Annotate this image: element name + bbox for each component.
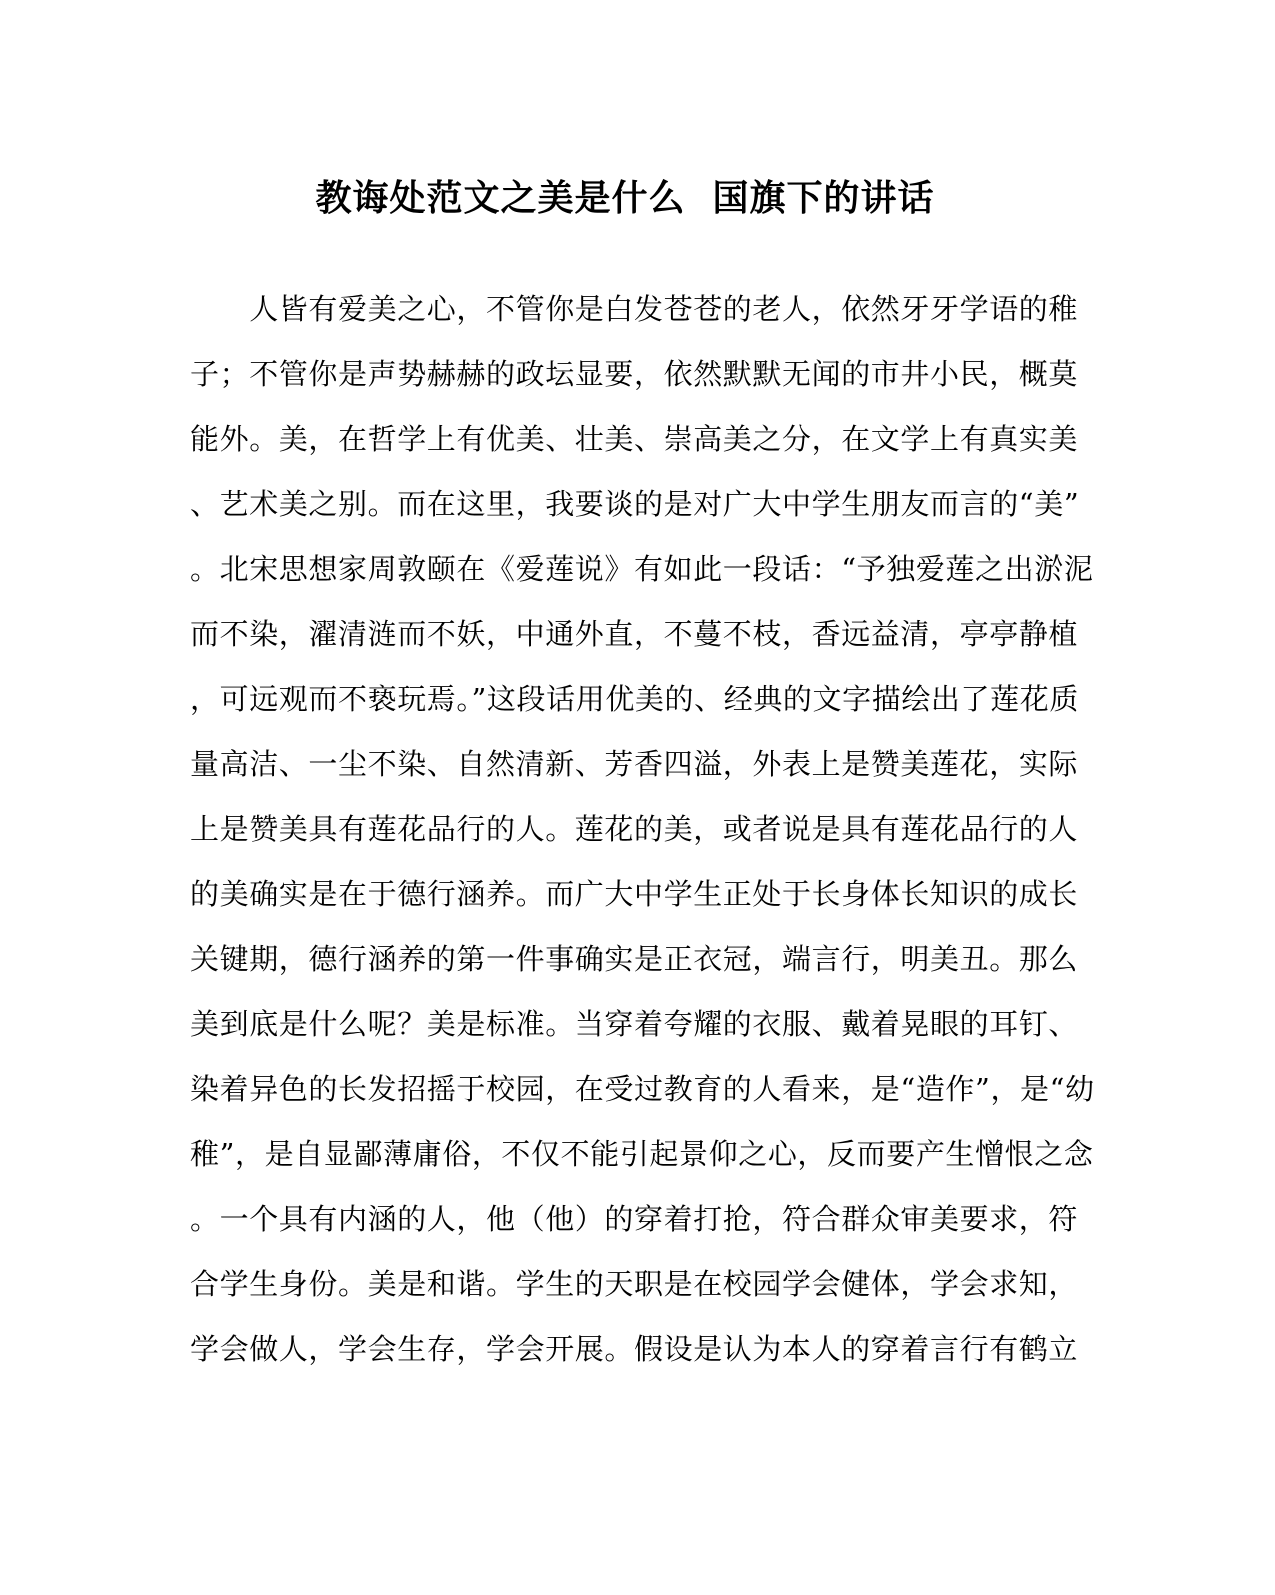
body-line: 。北宋思想家周敦颐在《爱莲说》有如此一段话：“予独爱莲之出淤泥	[190, 552, 1094, 586]
body-line: 量高洁、一尘不染、自然清新、芳香四溢，外表上是赞美莲花，实际	[190, 747, 1079, 781]
body-line: 学会做人，学会生存，学会开展。假设是认为本人的穿着言行有鹤立	[190, 1332, 1079, 1366]
body-line: 上是赞美具有莲花品行的人。莲花的美，或者说是具有莲花品行的人	[190, 812, 1079, 846]
body-line: 人皆有爱美之心，不管你是白发苍苍的老人，依然牙牙学语的稚	[190, 292, 1079, 326]
body-line: 、艺术美之别。而在这里，我要谈的是对广大中学生朋友而言的“美”	[190, 487, 1080, 521]
body-line: 美到底是什么呢？美是标准。当穿着夸耀的衣服、戴着晃眼的耳钉、	[190, 1007, 1079, 1041]
document-title: 教诲处范文之美是什么 国旗下的讲话	[315, 177, 935, 219]
body-line: 的美确实是在于德行涵养。而广大中学生正处于长身体长知识的成长	[190, 877, 1079, 911]
body-line: 染着异色的长发招摇于校园，在受过教育的人看来，是“造作”，是“幼	[190, 1072, 1095, 1106]
body-line: 。一个具有内涵的人，他（他）的穿着打抢，符合群众审美要求，符	[190, 1202, 1079, 1236]
body-line: 合学生身份。美是和谐。学生的天职是在校园学会健体，学会求知，	[190, 1267, 1079, 1301]
body-line: 能外。美，在哲学上有优美、壮美、崇高美之分，在文学上有真实美	[190, 422, 1079, 456]
body-line: 关键期，德行涵养的第一件事确实是正衣冠，端言行，明美丑。那么	[190, 942, 1079, 976]
body-line: 稚”，是自显鄙薄庸俗，不仅不能引起景仰之心，反而要产生憎恨之念	[190, 1137, 1094, 1171]
document-body	[190, 286, 1095, 1391]
body-line: ，可远观而不亵玩焉。”这段话用优美的、经典的文字描绘出了莲花质	[190, 682, 1079, 716]
body-line: 子；不管你是声势赫赫的政坛显要，依然默默无闻的市井小民，概莫	[190, 357, 1079, 391]
body-line: 而不染，濯清涟而不妖，中通外直，不蔓不枝，香远益清，亭亭静植	[190, 617, 1079, 651]
